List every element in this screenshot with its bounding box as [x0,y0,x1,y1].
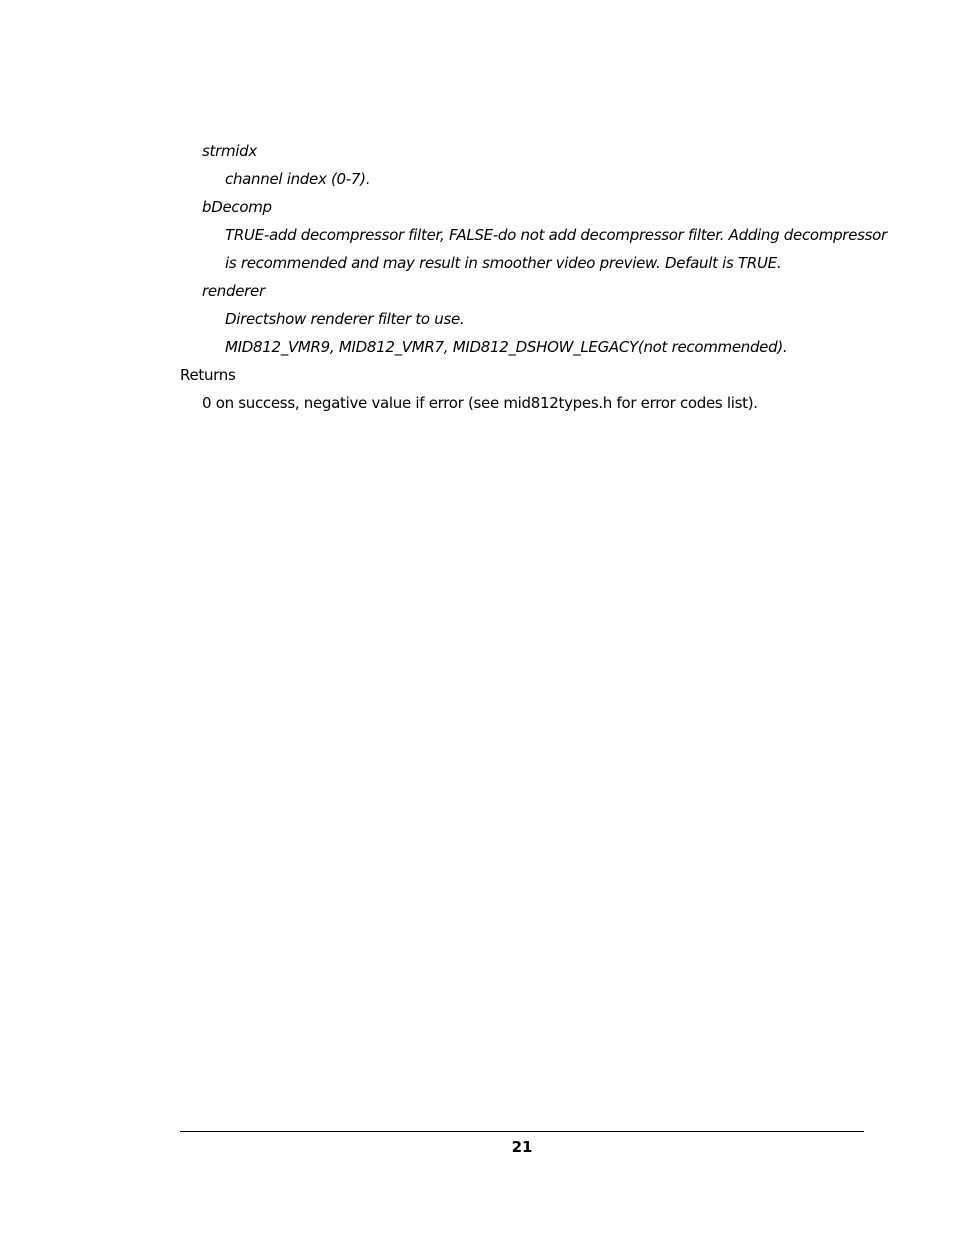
param-strmidx [180,137,864,193]
param-description: Directshow renderer filter to use. [225,310,465,328]
page-number: 21 [511,1138,533,1156]
param-name: renderer [202,282,265,300]
param-bdecomp [180,193,887,277]
param-name: bDecomp [202,198,272,216]
param-description: is recommended and may result in smoother video preview. Default is TRUE. [225,254,782,272]
returns-heading: Returns [180,366,236,384]
param-renderer [180,277,864,361]
param-description: TRUE-add decompressor filter, FALSE-do not add decompressor filter. Adding decompressor [225,226,887,244]
returns-text: 0 on success, negative value if error (see mid812types.h for error codes list). [202,394,758,412]
param-description: channel index (0-7). [225,170,371,188]
param-description: MID812_VMR9, MID812_VMR7, MID812_DSHOW_LEGACY(not recommended). [225,338,788,356]
returns-section [180,361,864,417]
param-name: strmidx [202,142,257,160]
function-reference [180,137,887,417]
footer-divider [180,1131,864,1132]
